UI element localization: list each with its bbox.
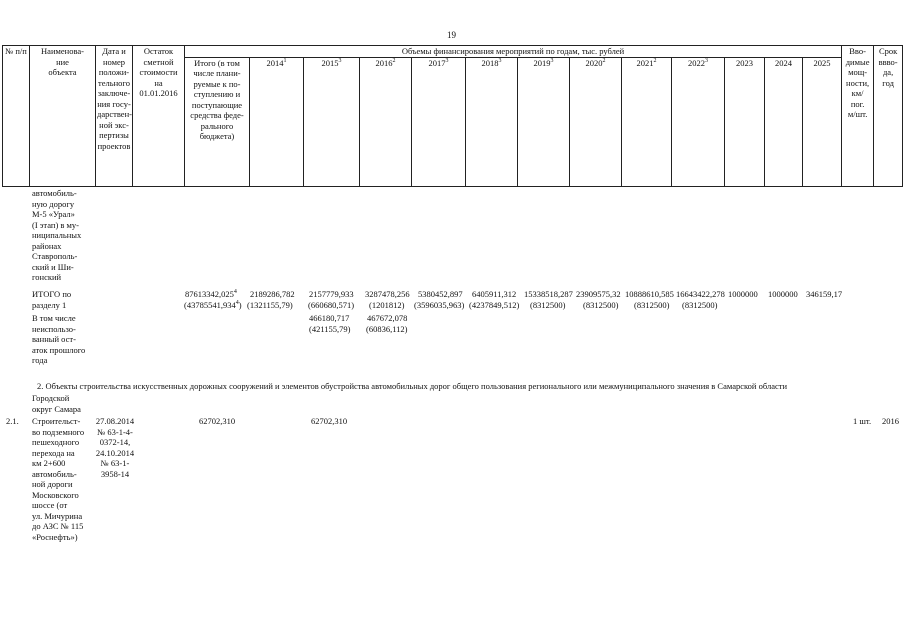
year-2016-main: 3287478,256 [365,289,410,299]
year-2017-sub: (3596035,963) [414,300,465,310]
header-year: 2014$^1$ [250,57,304,186]
header-funding-group: Объемы финансирования мероприятий по годам, тыс. рублей [185,46,842,58]
year-2022-sub: (8312500) [682,300,718,310]
total-row-label: ИТОГО по разделу 1 [32,289,72,310]
header-year: 2022$^3$ [672,57,725,186]
header-year: 2024 [765,57,803,186]
header-balance: Остаток сметной стоимости на 01.01.2016 [133,46,185,187]
header-num: № п/п [3,46,30,187]
header-name: Наименова- ние объекта [30,46,96,187]
year-2019-main: 15338518,287 [524,289,573,299]
header-total: Итого (в том числе плани- руемые к по- ступлению и поступающие средства феде- рального бюджета) [185,57,250,186]
year-2019-sub: (8312500) [530,300,566,310]
year-2020-main: 23909575,32 [576,289,621,299]
item-2-1-total: 62702,310 [199,416,236,426]
object-continuation: автомобиль- ную дорогу М-5 «Урал» (I этап) в му- ниципальных районах Ставрополь- ский и Ши- гонский [32,188,82,282]
year-2016-sub: (1201812) [369,300,405,310]
year-2023-main: 1000000 [728,289,758,299]
header-year: 2018$^3$ [466,57,518,186]
year-2014-sub: (1321155,79) [247,300,293,310]
total-main: 87613342,025$^4$ [185,289,237,299]
header-year: 2025 [803,57,842,186]
year-2021-sub: (8312500) [634,300,670,310]
section2-title: 2. Объекты строительства искусственных дорожных сооружений и элементов обустройства автомобильных дорог общего пользования регионального или межмуниципального значения в Самарской области [37,381,788,391]
header-year: 2021$^2$ [622,57,672,186]
year-2025-main: 346159,17 [806,289,843,299]
header-term: Срок ввво- да, год [874,46,903,187]
total-sub: (43785541,934$^4$) [184,300,242,310]
header-year: 2019$^3$ [518,57,570,186]
header-year: 2017$^3$ [412,57,466,186]
item-2-1-capacity: 1 шт. [853,416,872,426]
year-2018-main: 6405911,312 [472,289,517,299]
header-year: 2016$^2$ [360,57,412,186]
year-2015-main: 2157779,933 [309,289,354,299]
item-2-1-y2016: 62702,310 [311,416,348,426]
year-2017-main: 5380452,897 [418,289,463,299]
item-2-1-date: 27.08.2014 № 63-1-4- 0372-14, 24.10.2014 № 63-1- 3958-14 [95,416,135,479]
item-2-1-name: Строительст- во подземного пешеходного перехода на км 2+600 автомобиль- ной дороги Московского шоссе (от ул. Мичурина до АЗС № 115 «Роснефть») [32,416,85,542]
header-year: 2015$^3$ [304,57,360,186]
item-2-1-term: 2016 [882,416,899,426]
header-table [2,45,903,187]
unused-2016-main: 467672,078 [367,313,408,323]
year-2022-main: 16643422,278 [676,289,725,299]
year-2021-main: 10888610,585 [625,289,674,299]
year-2020-sub: (8312500) [583,300,619,310]
year-2014-main: 2189286,782 [250,289,295,299]
header-year: 2023 [725,57,765,186]
year-2024-main: 1000000 [768,289,798,299]
year-2018-sub: (4237849,512) [469,300,520,310]
section2-subtitle: Городской округ Самара [32,393,81,414]
unused-2016-sub: (60836,112) [366,324,408,334]
year-2015-sub: (660680,571) [308,300,355,310]
page-number: 19 [447,30,456,40]
header-capacity: Вво- димые мощ- ности, км/ пог. м/шт. [842,46,874,187]
item-2-1-num: 2.1. [6,416,19,426]
unused-2015-sub: (421155,79) [309,324,351,334]
unused-2015-main: 466180,717 [309,313,350,323]
header-date: Дата и номер положи- тельного заключе- ния госу- дарствен- ной экс- пертизы проектов [96,46,133,187]
header-year: 2020$^2$ [570,57,622,186]
unused-row-label: В том числе неиспользо- ванный ост- аток прошлого года [32,313,86,365]
